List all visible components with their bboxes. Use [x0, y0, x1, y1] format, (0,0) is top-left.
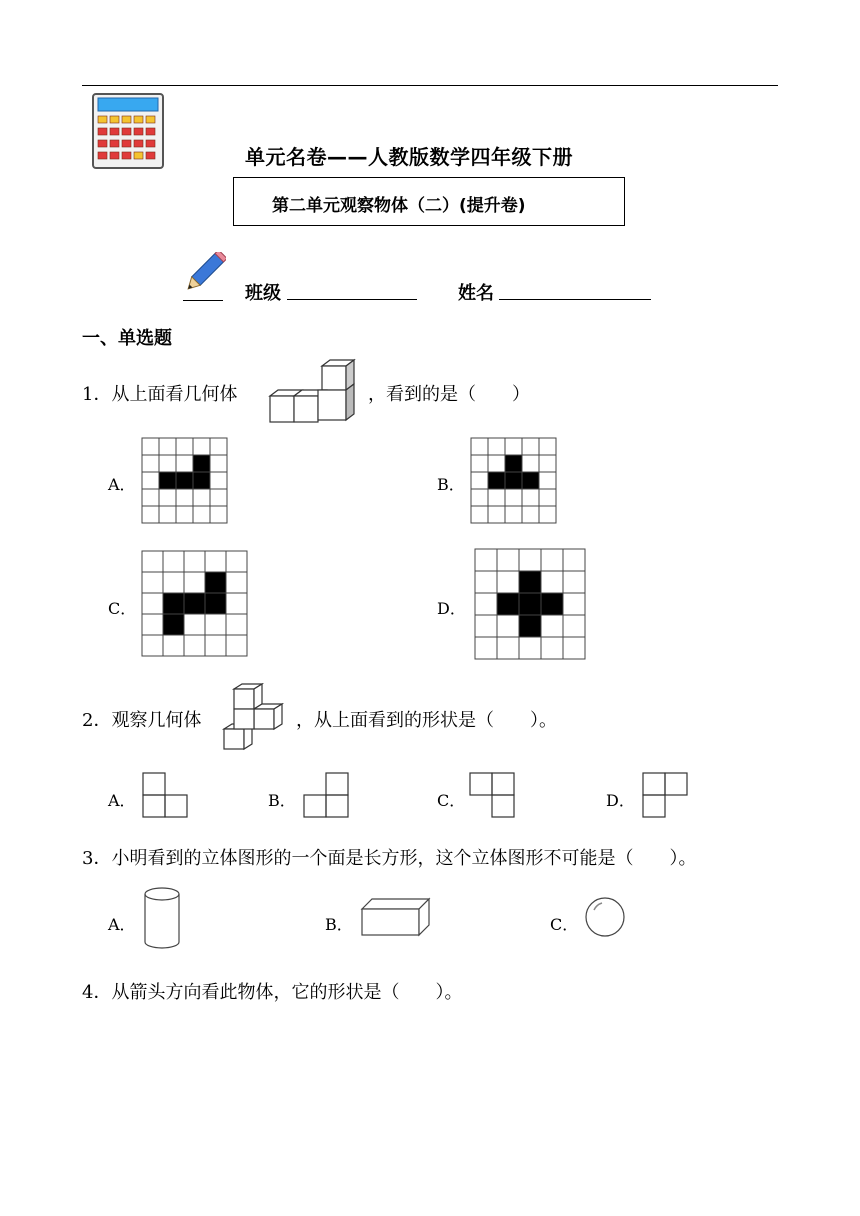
grid-cell-filled — [184, 593, 205, 614]
grid-cell — [475, 615, 497, 637]
grid-cell — [541, 615, 563, 637]
calculator-key — [146, 152, 155, 159]
grid-cell — [205, 635, 226, 656]
grid-cell — [193, 506, 210, 523]
grid-cell — [176, 506, 193, 523]
q2-option-a-label[interactable]: A． — [108, 791, 136, 810]
q1-option-c-label[interactable]: C． — [108, 599, 137, 618]
q3-option-b-label[interactable]: B． — [325, 915, 353, 934]
calculator-key — [110, 116, 119, 123]
grid-cell — [497, 571, 519, 593]
q1-option-d-grid[interactable] — [474, 548, 586, 660]
grid-cell — [522, 489, 539, 506]
q1-option-a-grid[interactable] — [141, 437, 228, 524]
grid-cell — [471, 506, 488, 523]
grid-cell — [210, 455, 227, 472]
calculator-key — [110, 140, 119, 147]
grid-cell — [163, 572, 184, 593]
grid-cell — [159, 489, 176, 506]
cuboid-icon[interactable] — [360, 897, 432, 937]
grid-cell — [541, 571, 563, 593]
grid-cell — [142, 635, 163, 656]
q2-option-c-shape[interactable] — [469, 772, 517, 820]
calculator-key — [146, 140, 155, 147]
grid-cell — [563, 593, 585, 615]
question-3-text: 3．小明看到的立体图形的一个面是长方形，这个立体图形不可能是（ ）。 — [82, 848, 697, 869]
grid-cell — [488, 489, 505, 506]
grid-cell — [563, 571, 585, 593]
grid-cell-filled — [519, 615, 541, 637]
grid-cell — [142, 551, 163, 572]
grid-cell — [471, 489, 488, 506]
grid-cell — [471, 472, 488, 489]
calculator-key — [122, 128, 131, 135]
grid-cell-filled — [505, 455, 522, 472]
grid-cell — [471, 455, 488, 472]
grid-cell-filled — [522, 472, 539, 489]
grid-cell — [142, 593, 163, 614]
grid-cell — [522, 438, 539, 455]
grid-cell — [539, 472, 556, 489]
name-field[interactable] — [499, 299, 651, 300]
pencil-icon — [180, 252, 226, 300]
calculator-key — [134, 140, 143, 147]
grid-cell — [539, 506, 556, 523]
grid-cell — [176, 438, 193, 455]
q2-option-b-label[interactable]: B． — [268, 791, 296, 810]
grid-cell-filled — [176, 472, 193, 489]
grid-cell — [193, 438, 210, 455]
grid-cell-filled — [193, 455, 210, 472]
page-title: 单元名卷——人教版数学四年级下册 — [245, 145, 573, 169]
grid-cell — [522, 455, 539, 472]
grid-cell — [505, 438, 522, 455]
section-heading: 一、单选题 — [82, 328, 172, 349]
grid-cell — [563, 615, 585, 637]
grid-cell — [226, 593, 247, 614]
grid-cell — [497, 637, 519, 659]
grid-cell — [563, 549, 585, 571]
grid-cell — [210, 506, 227, 523]
grid-cell — [184, 635, 205, 656]
calculator-key — [122, 116, 131, 123]
q2-option-c-label[interactable]: C． — [437, 791, 466, 810]
grid-cell-filled — [519, 593, 541, 615]
page-subtitle: 第二单元观察物体（二）(提升卷) — [272, 196, 526, 216]
calculator-key — [146, 116, 155, 123]
grid-cell — [539, 489, 556, 506]
question-2-suffix: ，从上面看到的形状是（ ）。 — [296, 710, 557, 731]
calculator-key — [134, 116, 143, 123]
grid-cell-filled — [497, 593, 519, 615]
question-1-suffix: ，看到的是（ ） — [368, 384, 530, 405]
grid-cell — [142, 506, 159, 523]
grid-cell — [184, 614, 205, 635]
q1-option-c-grid[interactable] — [141, 550, 248, 657]
grid-cell-filled — [159, 472, 176, 489]
pencil-underline — [183, 300, 223, 301]
grid-cell — [539, 438, 556, 455]
q1-option-d-label[interactable]: D． — [437, 599, 466, 618]
grid-cell — [497, 615, 519, 637]
question-1-prefix: 1．从上面看几何体 — [82, 384, 238, 405]
grid-cell — [475, 549, 497, 571]
grid-cell — [142, 438, 159, 455]
calculator-key — [110, 128, 119, 135]
calculator-key — [110, 152, 119, 159]
grid-cell — [163, 635, 184, 656]
q2-option-b-shape[interactable] — [303, 772, 351, 820]
grid-cell — [184, 551, 205, 572]
grid-cell — [163, 551, 184, 572]
grid-cell — [541, 637, 563, 659]
grid-cell-filled — [205, 572, 226, 593]
grid-cell — [522, 506, 539, 523]
grid-cell — [205, 614, 226, 635]
q3-option-a-label[interactable]: A． — [108, 915, 136, 934]
grid-cell-filled — [519, 571, 541, 593]
question-2-prefix: 2．观察几何体 — [82, 710, 202, 731]
q2-option-d-shape[interactable] — [642, 772, 690, 820]
grid-cell — [497, 549, 519, 571]
q1-option-b-grid[interactable] — [470, 437, 557, 524]
grid-cell — [505, 506, 522, 523]
grid-cell — [210, 472, 227, 489]
grid-cell — [488, 455, 505, 472]
name-label: 姓名 — [458, 283, 494, 304]
grid-cell-filled — [541, 593, 563, 615]
grid-cell — [471, 438, 488, 455]
grid-cell — [176, 489, 193, 506]
grid-cell-filled — [163, 593, 184, 614]
calculator-key — [98, 128, 107, 135]
grid-cell — [226, 614, 247, 635]
calculator-key — [98, 140, 107, 147]
grid-cell-filled — [163, 614, 184, 635]
calculator-icon — [92, 93, 164, 169]
grid-cell — [519, 637, 541, 659]
grid-cell — [475, 593, 497, 615]
q1-option-b-label[interactable]: B． — [437, 475, 465, 494]
class-label: 班级 — [245, 283, 281, 304]
grid-cell — [159, 438, 176, 455]
grid-cell — [159, 506, 176, 523]
grid-cell — [193, 489, 210, 506]
calculator-key — [122, 152, 131, 159]
grid-cell-filled — [488, 472, 505, 489]
grid-cell-filled — [205, 593, 226, 614]
q2-option-d-label[interactable]: D． — [606, 791, 635, 810]
sphere-icon[interactable] — [584, 896, 626, 938]
question-4-text: 4．从箭头方向看此物体，它的形状是（ ）。 — [82, 982, 463, 1003]
q2-solid-figure — [220, 683, 290, 751]
grid-cell — [475, 571, 497, 593]
grid-cell — [539, 455, 556, 472]
calculator-key — [98, 152, 107, 159]
calculator-key — [146, 128, 155, 135]
grid-cell — [488, 506, 505, 523]
grid-cell — [541, 549, 563, 571]
grid-cell — [159, 455, 176, 472]
calculator-key — [134, 152, 143, 159]
calculator-key — [134, 128, 143, 135]
top-rule — [82, 85, 778, 86]
calculator-key — [98, 116, 107, 123]
grid-cell — [142, 472, 159, 489]
grid-cell — [226, 635, 247, 656]
grid-cell — [176, 455, 193, 472]
grid-cell — [142, 572, 163, 593]
q3-option-c-label[interactable]: C． — [550, 915, 579, 934]
q2-option-a-shape[interactable] — [142, 772, 190, 820]
class-field[interactable] — [287, 299, 417, 300]
grid-cell — [142, 614, 163, 635]
grid-cell — [142, 489, 159, 506]
grid-cell — [142, 455, 159, 472]
grid-cell — [205, 551, 226, 572]
grid-cell — [226, 572, 247, 593]
grid-cell — [475, 637, 497, 659]
grid-cell-filled — [193, 472, 210, 489]
grid-cell — [184, 572, 205, 593]
cylinder-icon[interactable] — [142, 886, 182, 950]
calculator-key — [122, 140, 131, 147]
q1-solid-figure — [266, 358, 364, 426]
grid-cell — [519, 549, 541, 571]
grid-cell — [563, 637, 585, 659]
q1-option-a-label[interactable]: A． — [108, 475, 136, 494]
grid-cell — [226, 551, 247, 572]
grid-cell — [210, 438, 227, 455]
grid-cell — [488, 438, 505, 455]
grid-cell — [210, 489, 227, 506]
grid-cell — [505, 489, 522, 506]
subtitle-box — [233, 177, 625, 226]
grid-cell-filled — [505, 472, 522, 489]
